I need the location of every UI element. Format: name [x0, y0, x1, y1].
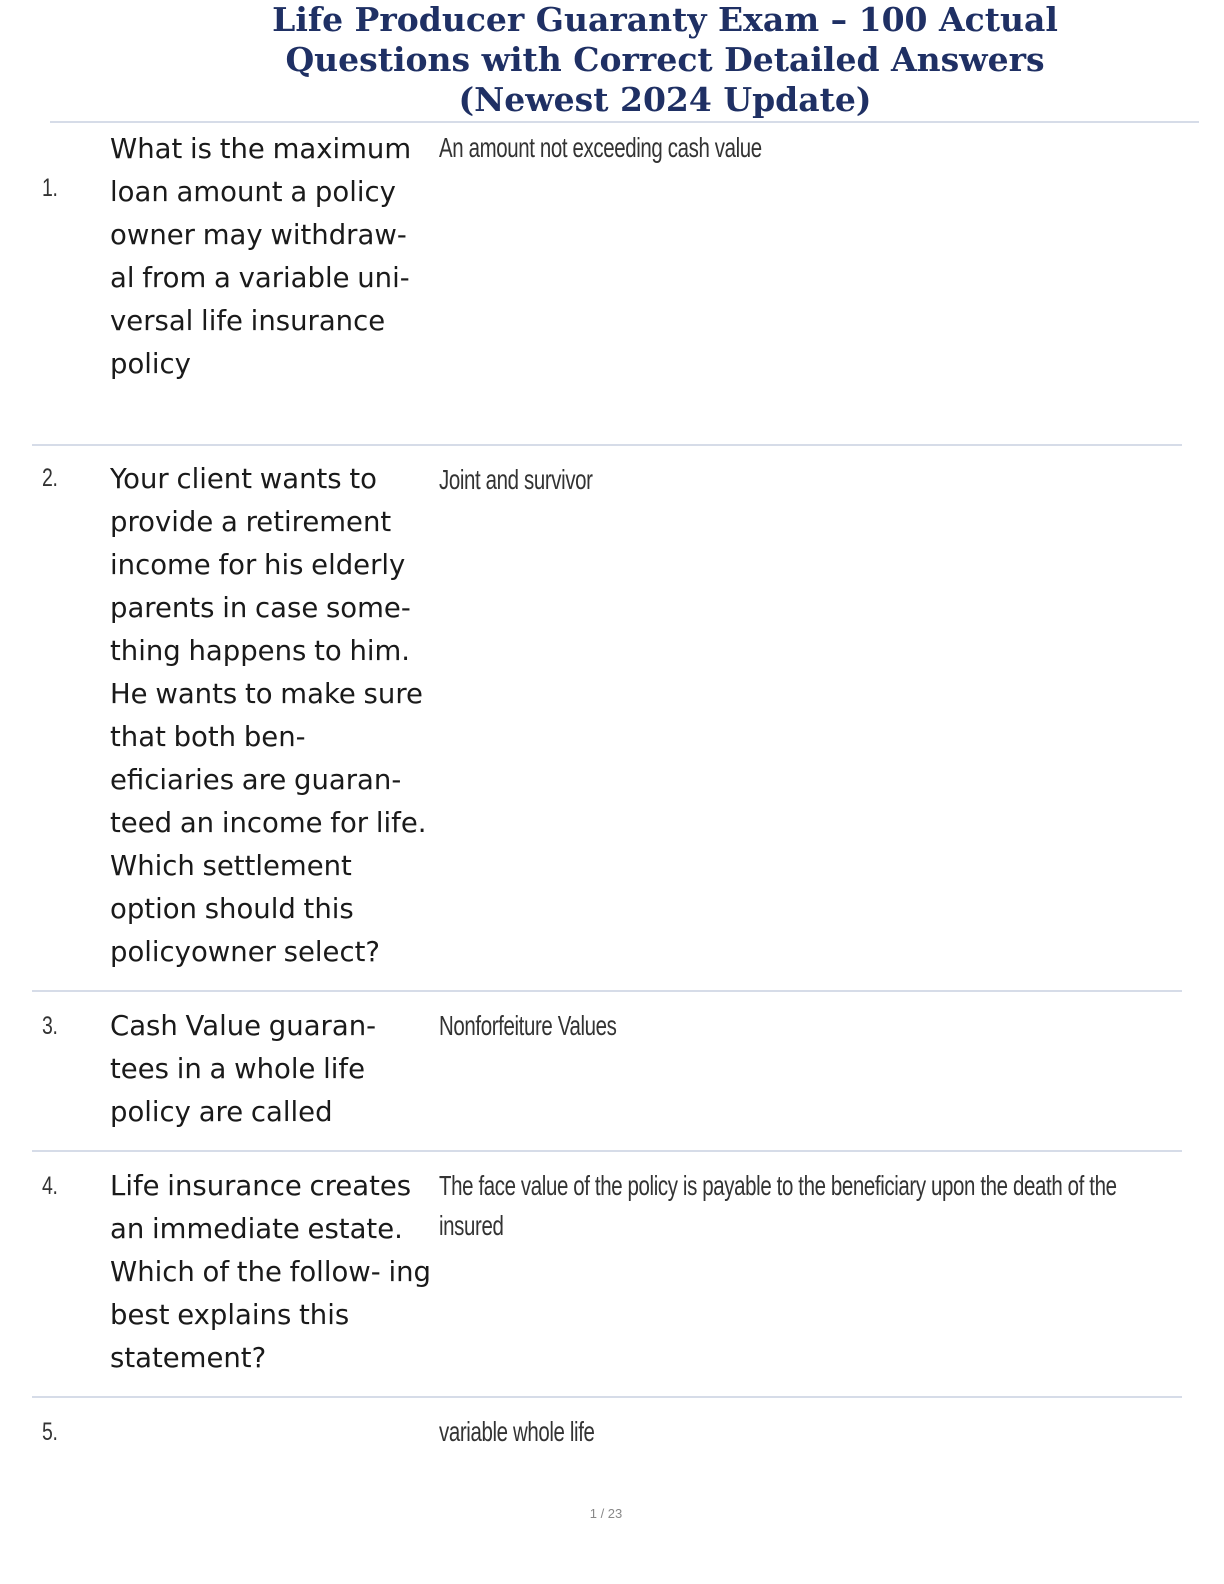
card-answer: The face value of the policy is payable to the beneficiary upon the death of the insured — [439, 1170, 1117, 1241]
card-number: 3. — [42, 1012, 58, 1040]
card-number: 5. — [42, 1418, 58, 1446]
card-number: 1. — [42, 174, 58, 202]
card-question: Life insurance creates an immediate estate. Which of the follow- ing best explains this statement? — [110, 1170, 431, 1374]
title-line-3: (Newest 2024 Update) — [458, 80, 872, 119]
card-answer: Nonforfeiture Values — [439, 1010, 617, 1041]
card-question: Cash Value guaran- tees in a whole life policy are called — [110, 1010, 377, 1128]
card-question: Your client wants to provide a retirement income for his elderly parents in case some- thing happens to him. He wants to make sure that both ben- eficiaries are guaran- teed an income for life. Which settlement option should this policyowner select? — [110, 463, 427, 968]
document-title — [0, 0, 1224, 120]
flashcard-row — [32, 446, 1182, 992]
flashcard-row — [32, 1152, 1182, 1398]
title-divider — [50, 121, 1199, 123]
card-question: What is the maximum loan amount a policy owner may withdraw- al from a variable uni- versal life insurance policy — [110, 133, 412, 380]
card-number: 2. — [42, 464, 58, 492]
card-number: 4. — [42, 1172, 58, 1200]
card-answer: Joint and survivor — [439, 464, 593, 495]
title-line-1: Life Producer Guaranty Exam – 100 Actual — [272, 0, 1058, 39]
flashcard-row — [32, 992, 1182, 1152]
flashcard-row — [32, 1398, 1182, 1478]
title-line-2: Questions with Correct Detailed Answers — [285, 40, 1045, 79]
card-answer: An amount not exceeding cash value — [439, 132, 762, 163]
page-indicator: 1 / 23 — [589, 1506, 623, 1521]
card-answer: variable whole life — [439, 1416, 595, 1447]
flashcard-row — [32, 124, 1182, 446]
